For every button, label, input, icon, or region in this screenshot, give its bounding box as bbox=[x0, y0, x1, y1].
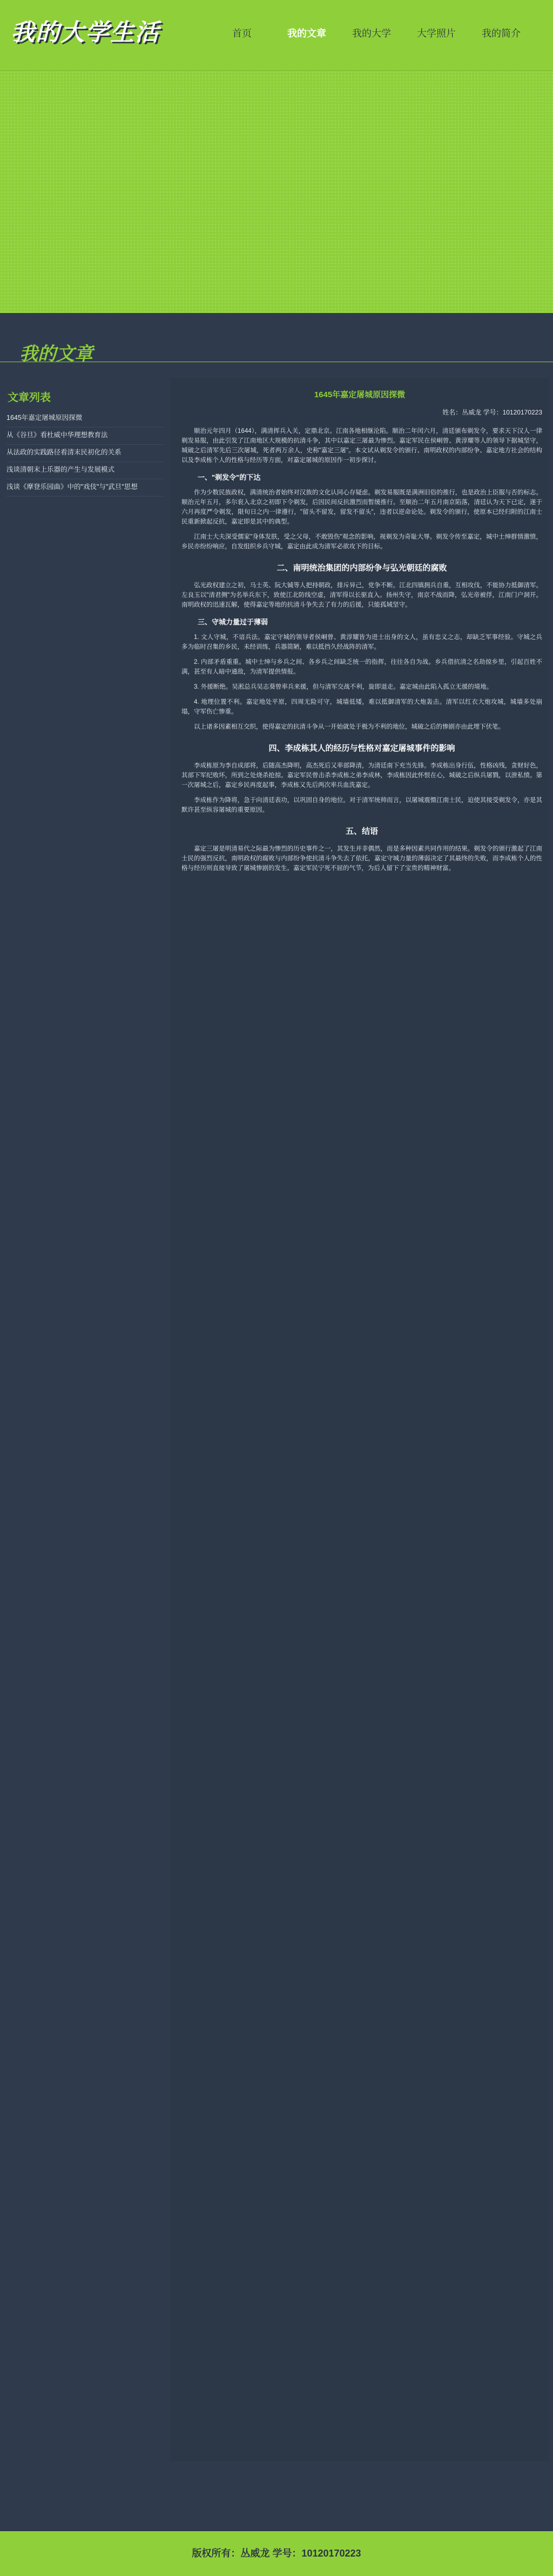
article-list-item[interactable]: 从法政的实践路径看清末民初化的关系 bbox=[6, 445, 163, 462]
article-paragraph: 江南士大夫深受儒家"身体发肤，受之父母，不敢毁伤"观念的影响，视剃发为奇耻大辱。剃发令传至嘉定，城中士绅群情激愤，乡民亦纷纷响应，自发组织乡兵守城，嘉定由此成为清军必欲攻下的目标。 bbox=[181, 534, 542, 550]
article-paragraph: 嘉定三屠是明清易代之际最为惨烈的历史事件之一，其发生并非偶然，而是多种因素共同作用的结果。剃发令的颁行激起了江南士民的强烈反抗，南明政权的腐败与内部纷争使抗清斗争失去了依托，嘉定守城力量的薄弱决定了其最终的失败，而李成栋个人的性格与经历则直接导致了屠城惨剧的发生。嘉定军民宁死不屈的气节，为后人留下了宝贵的精神财富。 bbox=[181, 846, 542, 872]
article-paragraph: 4. 地理位置不利。嘉定地处平原，四周无险可守，城墙低矮，难以抵御清军的大炮轰击。清军以红衣大炮攻城，城墙多处崩塌，守军伤亡惨重。 bbox=[181, 699, 542, 715]
nav-item-university[interactable]: 我的大学 bbox=[352, 28, 391, 39]
article-list bbox=[6, 410, 163, 497]
article-title: 1645年嘉定屠城原因探微 bbox=[314, 390, 406, 399]
nav-item-articles[interactable]: 我的文章 bbox=[287, 28, 326, 39]
nav-item-home[interactable]: 首页 bbox=[232, 28, 252, 39]
sidebar-heading: 文章列表 bbox=[8, 392, 51, 404]
article-heading: 二、南明统治集团的内部纷争与弘光朝廷的腐败 bbox=[276, 563, 447, 573]
article-paragraph: 3. 外援断绝。吴淞总兵吴志葵曾率兵来援，但与清军交战不利，旋即退走。嘉定城由此陷入孤立无援的境地。 bbox=[194, 684, 493, 690]
article-list-item[interactable]: 从《谷旦》看杜威中华理想教育法 bbox=[6, 427, 163, 445]
sidebar bbox=[0, 378, 167, 2461]
article-paragraph: 以上诸多因素相互交织，使得嘉定的抗清斗争从一开始就处于极为不利的地位，城破之后的惨剧亦由此埋下伏笔。 bbox=[194, 724, 504, 730]
article-heading: 一、"剃发令"的下达 bbox=[198, 473, 261, 481]
article-paragraph: 作为少数民族政权，满清统治者始终对汉族的文化认同心存疑虑。剃发易服既是满洲旧俗的推行，也是政治上臣服与否的标志。顺治元年五月，多尔衮入北京之初即下令剃发，后因民间反抗激烈而暂缓推行。至顺治二年五月南京陷落，清廷认为天下已定，遂于六月再度严令剃发，限旬日之内一律遵行，"留头不留发，留发不留头"，违者以逆命论处。剃发令的颁行，使原本已经归附的江南士民重新掀起反抗，嘉定即是其中的典型。 bbox=[181, 490, 542, 525]
section-title: 我的文章 bbox=[19, 343, 93, 365]
site-logo[interactable]: 我的大学生活 bbox=[11, 19, 160, 46]
nav-item-photos[interactable]: 大学照片 bbox=[417, 28, 456, 39]
article-paragraph: 顺治元年四月（1644），满清挥兵入关，定鼎北京。江南各地相继沦陷。顺治二年闰六月，清廷颁布剃发令，要求天下汉人一律剃发易服，由此引发了江南地区大规模的抗清斗争，其中以嘉定三屠最为惨烈。嘉定军民在侯峒曾、黄淳耀等人的领导下据城坚守，城破之后清军先后三次屠城，死者两万余人，史称"嘉定三屠"。本文试从剃发令的颁行、南明政权的内部纷争、嘉定地方社会的结构以及李成栋个人的性格与经历等方面，对嘉定屠城的原因作一初步探讨。 bbox=[181, 428, 542, 464]
article-list-item[interactable]: 1645年嘉定屠城原因探微 bbox=[6, 410, 163, 427]
article-paragraph: 1. 文人守城，不谙兵法。嘉定守城的领导者侯峒曾、黄淳耀皆为进士出身的文人，虽有忠义之志，却缺乏军事经验。守城之兵多为临时召集的乡民，未经训练，兵器简陋，难以抵挡久经战阵的清军。 bbox=[181, 634, 542, 650]
footer-text: 版权所有：丛威龙 学号：10120170223 bbox=[192, 2548, 361, 2559]
article-paragraph: 2. 内部矛盾重重。城中士绅与乡兵之间、各乡兵之间缺乏统一的指挥，往往各自为战。乡兵借抗清之名劫掠乡里，引起百姓不满，甚至有人暗中通敌，为清军提供情报。 bbox=[181, 659, 542, 675]
main-nav bbox=[210, 21, 534, 46]
article-heading: 五、结语 bbox=[345, 827, 378, 836]
article-paragraph: 李成栋原为李自成部将，后随高杰降明，高杰死后又率部降清，为清廷南下充当先锋。李成栋出身行伍，性格凶残，贪财好色，其部下军纪败坏，所到之处烧杀抢掠。嘉定军民曾击杀李成栋之弟李成林，李成栋因此怀恨在心，城破之后纵兵屠戮，以泄私愤。第一次屠城之后，嘉定乡民再度起事，李成栋又先后两次率兵血洗嘉定。 bbox=[181, 763, 542, 789]
article-heading: 三、守城力量过于薄弱 bbox=[198, 618, 268, 626]
article-meta: 姓名：丛威龙 学号：10120170223 bbox=[442, 409, 542, 416]
article-heading: 四、李成栋其人的经历与性格对嘉定屠城事件的影响 bbox=[268, 744, 455, 753]
article-paragraph: 弘光政权建立之初，马士英、阮大铖等人把持朝政，排斥异己，党争不断。江北四镇拥兵自重，互相攻伐，不能协力抵御清军。左良玉以"清君侧"为名举兵东下，致使江北防线空虚，清军得以长驱直入。扬州失守，南京不战而降，弘光帝被俘，江南门户洞开。南明政权的迅速瓦解，使得嘉定等地的抗清斗争失去了有力的后援，只能孤城坚守。 bbox=[181, 582, 542, 608]
article-list-item[interactable]: 浅谈《摩登乐园曲》中的"戏伎"与"武旦"思想 bbox=[6, 479, 163, 497]
nav-item-profile[interactable]: 我的简介 bbox=[482, 28, 521, 39]
article-list-item[interactable]: 浅谈清朝末上乐器的产生与发展模式 bbox=[6, 462, 163, 479]
article-body bbox=[181, 426, 542, 879]
article-paragraph: 李成栋作为降将，急于向清廷表功，以巩固自身的地位。对于清军统帅而言，以屠城震慑江南士民，迫使其接受剃发令，亦是其默许甚至纵容屠城的重要原因。 bbox=[181, 797, 542, 813]
